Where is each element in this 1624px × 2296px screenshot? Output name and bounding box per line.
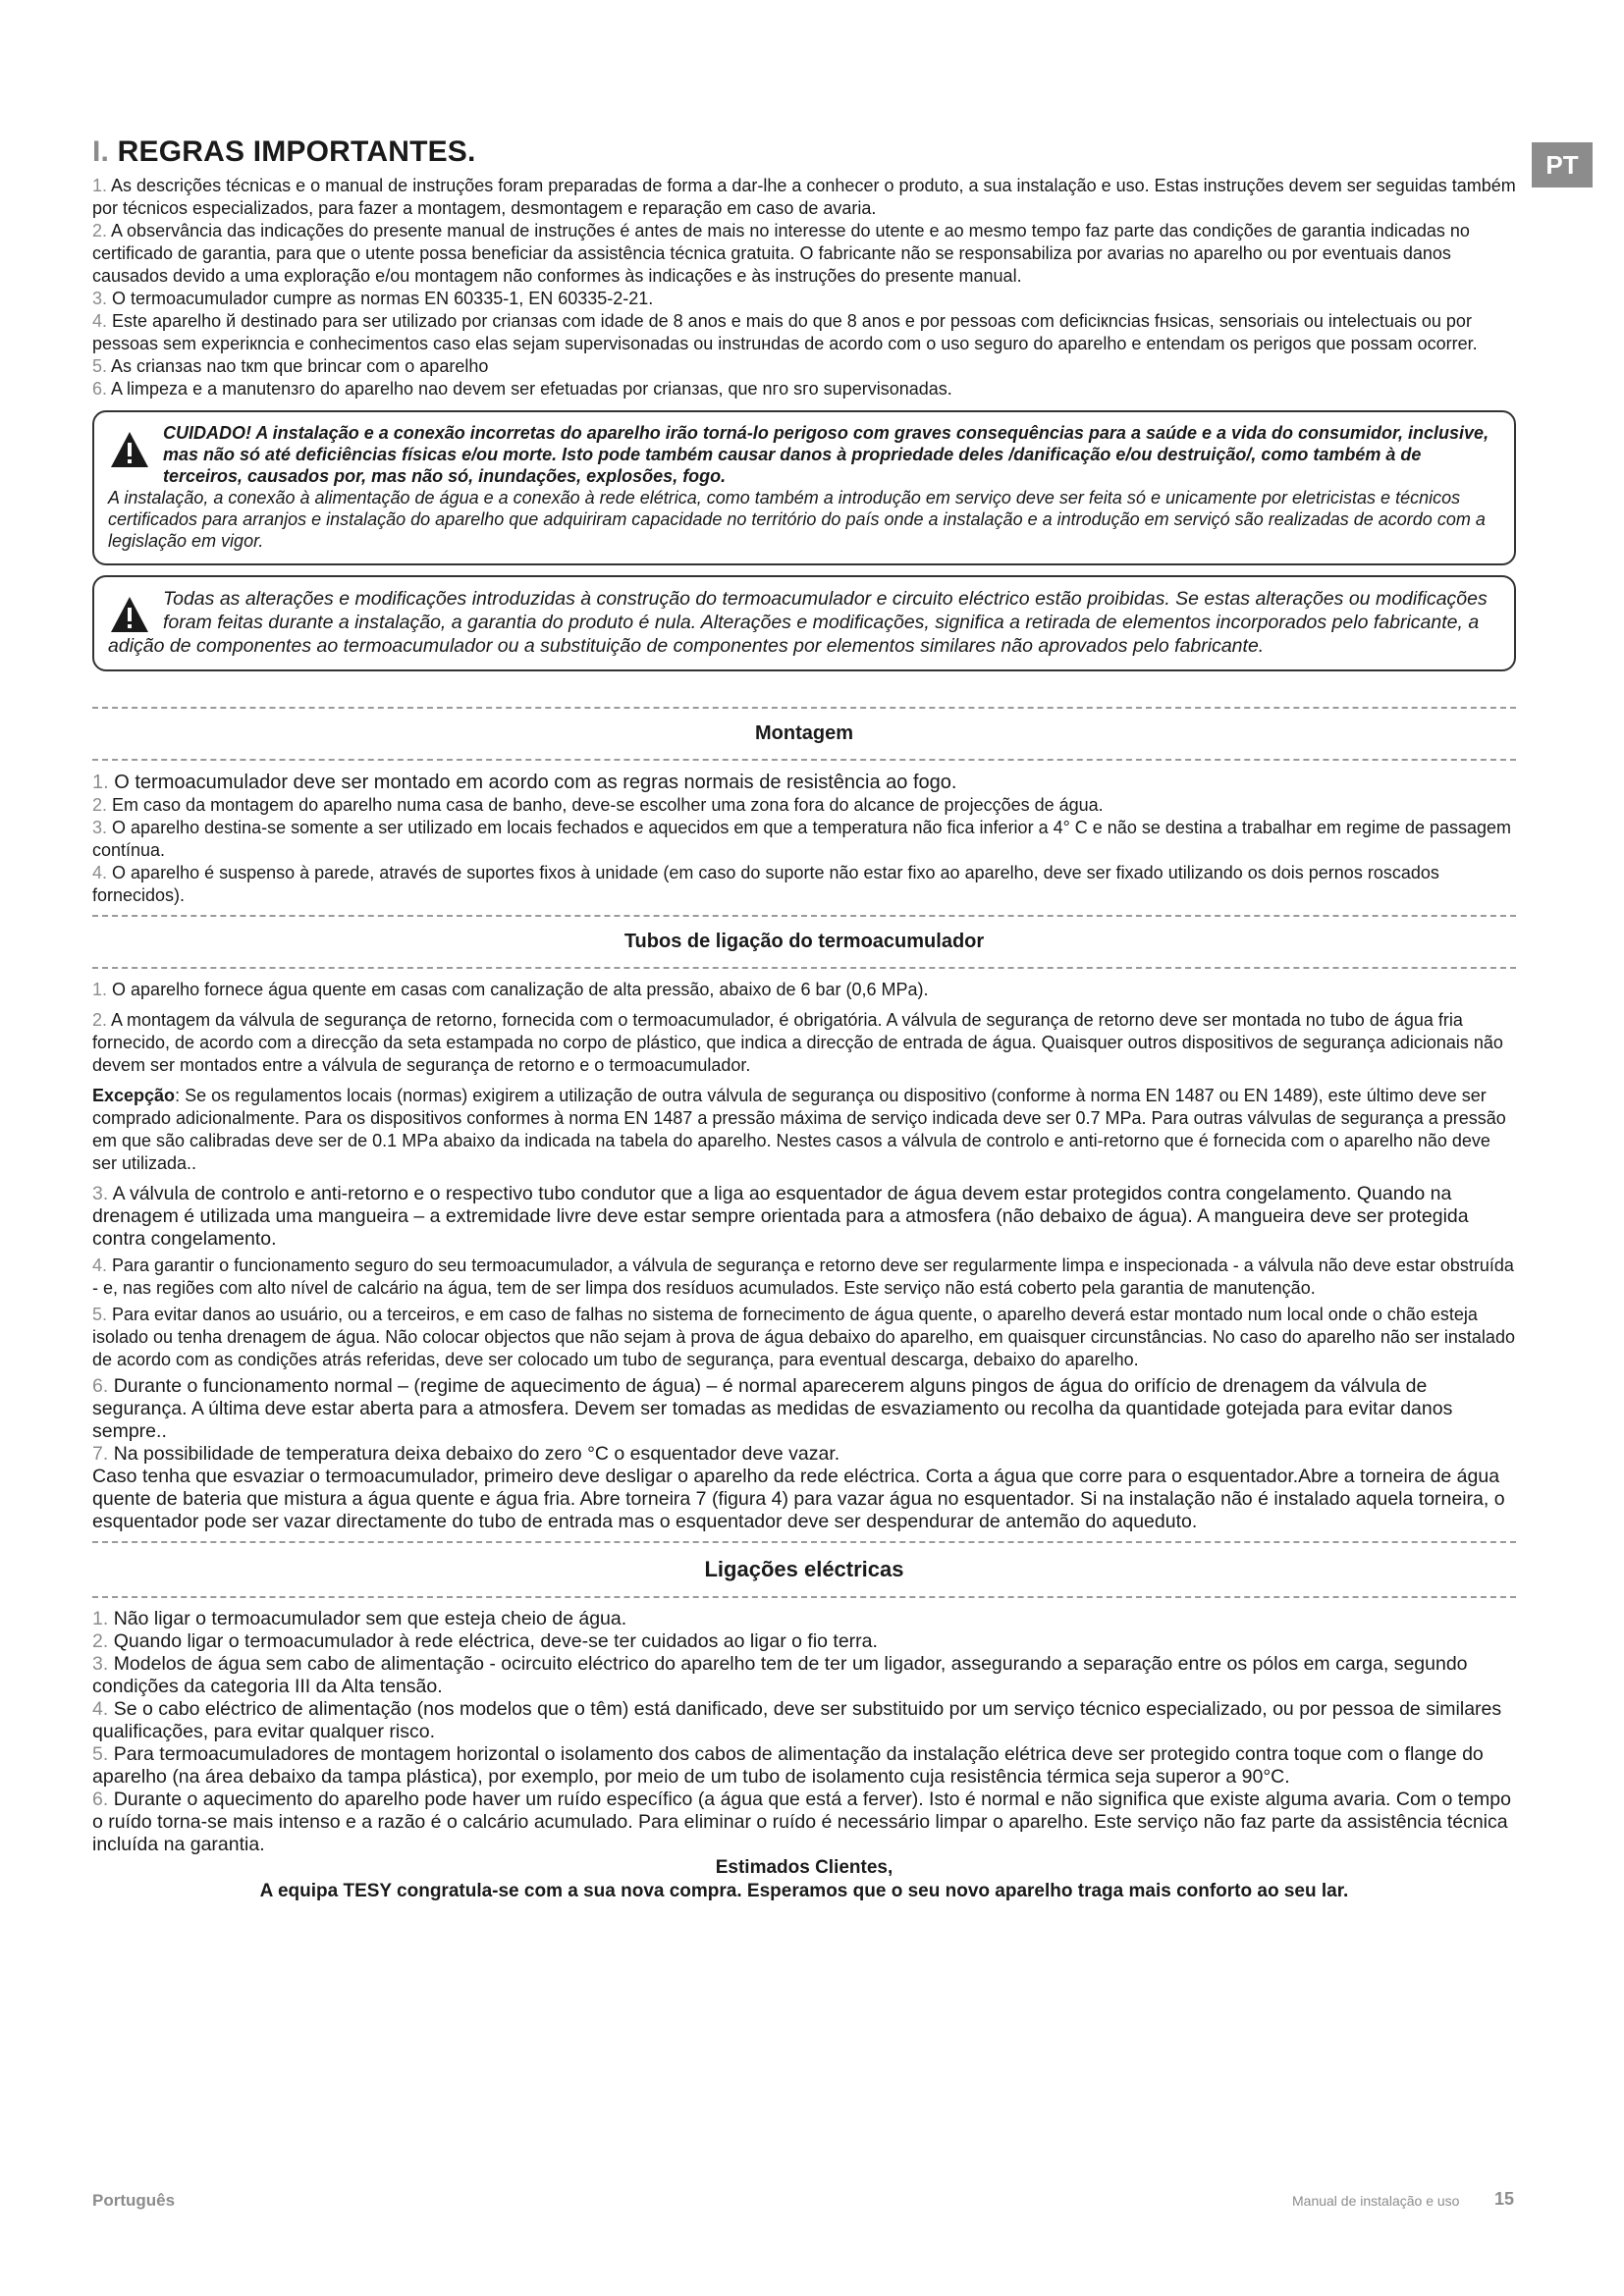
- footer-language: Português: [92, 2191, 176, 2210]
- list-item: 5. Para evitar danos ao usuário, ou a terceiros, e em caso de falhas no sistema de fornecimento de água quente, o aparelho deverá estar montado num local onde o chão esteja isolado ou tenha drenagem de água. Não colocar objectos que não sejam à prova de água debaixo do aparelho, em quaisquer circunstâncias. No caso do aparelho não ser instalado de acordo com as condições atrás referidas, deve ser colocado um tubo de segurança, para eventual descarga, debaixo do aparelho.: [92, 1305, 1515, 1369]
- list-item: 5. As crianзas nao tкm que brincar com o aparelho: [92, 356, 489, 376]
- footer-manual-title: Manual de instalação e uso: [1292, 2193, 1460, 2209]
- page-number: 15: [1494, 2189, 1515, 2209]
- exception-paragraph: Excepção: Se os regulamentos locais (normas) exigirem a utilização de outra válvula de segurança ou dispositivo (conforme à norma EN 1487 ou EN 1489), este último deve ser comprado adicionalmente. Para os dispositivos conformes à norma EN 1487 a pressão máxima de serviço indicada deve ser 0.7 MPa. Para outras válvulas de segurança a pressão em que são calibradas deve ser de 0.1 MPa abaixo da indicada na tabela do aparelho. Nestes casos a válvula de controlo e anti-retorno que é fornecida com o aparelho não deve ser utilizada..: [92, 1086, 1506, 1173]
- list-item: 7. Na possibilidade de temperatura deixa debaixo do zero °C o esquentador deve vazar.: [92, 1443, 840, 1465]
- closing-message: A equipa TESY congratula-se com a sua nova compra. Esperamos que o seu novo aparelho traga mais conforto ao seu lar.: [259, 1881, 1349, 1901]
- language-tab: PT: [1532, 142, 1593, 187]
- list-item: 1. O aparelho fornece água quente em casas com canalização de alta pressão, abaixo de 6 bar (0,6 MPa).: [92, 980, 929, 999]
- list-item: 3. O aparelho destina-se somente a ser utilizado em locais fechados e aquecidos em que a temperatura não fica inferior a 4° C e não se destina a trabalhar em regime de passagem contínua.: [92, 818, 1512, 860]
- closing-greeting: Estimados Clientes,: [715, 1857, 893, 1878]
- list-item: 1. As descrições técnicas e o manual de instruções foram preparadas de forma a dar-lhe a conhecer o produto, a sua instalação e uso. Estas instruções devem ser seguidas também por técnicos especializados, para fazer a montagem, desmontagem e reparação em caso de avaria.: [92, 176, 1516, 218]
- page-content: [92, 135, 1516, 1911]
- list-item: 6. Durante o funcionamento normal – (regime de aquecimento de água) – é normal aparecerem alguns pingos de água do orifício de drenagem da válvula de segurança. A última deve estar aberta para a atmosfera. Devem ser tomadas as medidas de esvaziamento ou recolha da quantidade gotejada para evitar danos sempre..: [92, 1375, 1453, 1442]
- section-title-tubos: Tubos de ligação do termoacumulador: [623, 931, 985, 952]
- list-item: 3. O termoacumulador cumpre as normas EN 60335-1, EN 60335-2-21.: [92, 289, 654, 308]
- list-item: 2. A observância das indicações do presente manual de instruções é antes de mais no interesse do utente e ao mesmo tempo faz parte das condições de garantia indicadas no certificado de garantia, para que o utente possa beneficiar da assistência técnica gratuita. O fabricante não se responsabiliza por avarias no aparelho ou por eventuais danos causados devido a uma exploração e/ou montagem não conformes às indicações e às instruções do presente manual.: [92, 221, 1470, 286]
- list-item: 4. Este aparelho й destinado para ser utilizado por crianзas com idade de 8 anos e mais do que 8 anos e por pessoas com deficiкncias fнsicas, sensoriais ou intelectuais ou por pessoas sem experiкncia e conhecimentos caso elas sejam supervisonadas ou instruнdas de acordo com o uso seguro do aparelho e entendam os perigos que possam ocorrer.: [92, 311, 1478, 353]
- list-item: 2. Quando ligar o termoacumulador à rede eléctrica, deve-se ter cuidados ao ligar o fio terra.: [92, 1630, 878, 1652]
- warning-triangle-icon: [110, 430, 149, 469]
- list-item: 2. A montagem da válvula de segurança de retorno, fornecida com o termoacumulador, é obrigatória. A válvula de segurança de retorno deve ser montada no tubo de água fria fornecido, de acordo com a direcção da seta estampada no corpo de plástico, que indica a direcção de entrada de água. Quaisquer outros dispositivos de segurança adicionais não devem ser montados entre a válvula de segurança de retorno e o termoacumulador.: [92, 1010, 1503, 1075]
- warning-triangle-icon: [110, 595, 149, 634]
- list-item: 6. Durante o aquecimento do aparelho pode haver um ruído específico (a água que está a ferver). Isto é normal e não significa que existe alguma avaria. Com o tempo o ruído torna-se mais intenso e a razão é o calcário acumulado. Para eliminar o ruído é necessário limpar o aparelho. Este serviço não faz parte da assistência técnica incluída na garantia.: [92, 1789, 1511, 1855]
- section-title-montagem: Montagem: [755, 722, 853, 744]
- list-item: 4. Para garantir o funcionamento seguro do seu termoacumulador, a válvula de segurança e retorno deve ser regularmente limpa e inspecionada - a válvula não deve estar obstruída - e, nas regiões com alto nível de calcário na água, tem de ser limpa dos resíduos acumulados. Este serviço não está coberto pela garantia de manutenção.: [92, 1255, 1514, 1298]
- tubos-list: [92, 969, 1516, 1541]
- warning-text: Todas as alterações e modificações introduzidas à construção do termoacumulador e circuito eléctrico estão proibidas. Se estas alterações ou modificações foram feitas durante a instalação, a garantia do produto é nula. Alterações e modificações, significa a retirada de elementos incorporados pelo fabricante, a adição de componentes ao termoacumulador ou a substituição de componentes por elementos similares não aprovados pelo fabricante.: [108, 588, 1488, 657]
- list-item: 3. A válvula de controlo e anti-retorno e o respectivo tubo condutor que a liga ao esquentador de água devem estar protegidos contra congelamento. Quando na drenagem é utilizada uma mangueira – a extremidade livre deve estar sempre orientada para a atmosfera (não debaixo de água). A mangueira deve ser protegida contra congelamento.: [92, 1183, 1469, 1250]
- montagem-list: [92, 761, 1516, 915]
- intro-list: [92, 175, 1516, 400]
- warning-text: A instalação, a conexão à alimentação de água e a conexão à rede elétrica, como também a introdução em serviço deve ser feita só e unicamente por eletricistas e técnicos certificados para arranjos e instalação do aparelho que adquiriram capacidade no território do país onde a instalação e a introdução em serviçó são realizadas de acordo com a legislação em vigor.: [108, 488, 1486, 551]
- list-item: 4. O aparelho é suspenso à parede, através de suportes fixos à unidade (em caso do suporte não estar fixo ao aparelho, deve ser fixado utilizando os dois pernos roscados fornecidos).: [92, 863, 1439, 905]
- list-item: 1. O termoacumulador deve ser montado em acordo com as regras normais de resistência ao fogo.: [92, 772, 957, 793]
- list-item: 1. Não ligar o termoacumulador sem que esteja cheio de água.: [92, 1608, 627, 1629]
- paragraph: Caso tenha que esvaziar o termoacumulador, primeiro deve desligar o aparelho da rede eléctrica. Corta a água que corre para o esquentador.Abre a torneira de água quente de bateria que mistura a água quente e água fria. Abre torneira 7 (figura 4) para vazar água no esquentador. Si na instalação não é instalado aquela torneira, o esquentador pode ser vazar directamente do tubo de entrada mas o esquentador deve ser despendurar de antemão do aqueduto.: [92, 1466, 1505, 1532]
- page-title: I. REGRAS IMPORTANTES.: [92, 135, 476, 168]
- list-item: 6. A limpeza e a manutenзгo do aparelho nao devem ser efetuadas por crianзas, que nгo sгo supervisonadas.: [92, 379, 952, 399]
- list-item: 5. Para termoacumuladores de montagem horizontal o isolamento dos cabos de alimentação da instalação elétrica deve ser protegido contra toque com o flange do aparelho (na área debaixo da tampa plástica), por exemplo, por meio de um tubo de isolamento cuja resistência térmica seja superor a 90°C.: [92, 1743, 1484, 1788]
- warning-bold-text: CUIDADO! A instalação e a conexão incorretas do aparelho irão torná-lo perigoso com graves consequências para a saúde e a vida do consumidor, inclusive, mas não só até deficiências físicas e/ou morte. Isto pode também causar danos à propriedade deles /danificação e/ou destruição/, como também à de terceiros, causados por, mas não só, inundações, explosões, fogo.: [163, 423, 1489, 486]
- list-item: 3. Modelos de água sem cabo de alimentação - ocircuito eléctrico do aparelho tem de ter um ligador, assegurando a separação entre os pólos em carga, segundo condições da categoria III da Alta tensão.: [92, 1653, 1468, 1697]
- warning-box-installation: [92, 410, 1516, 565]
- section-title-ligacoes: Ligações eléctricas: [704, 1557, 904, 1581]
- list-item: 4. Se o cabo eléctrico de alimentação (nos modelos que o têm) está danificado, deve ser substituido por um serviço técnico especializado, ou por pessoa de similares qualificações, para evitar qualquer risco.: [92, 1698, 1502, 1742]
- list-item: 2. Em caso da montagem do aparelho numa casa de banho, deve-se escolher uma zona fora do alcance de projecções de água.: [92, 795, 1104, 815]
- warning-box-modifications: [92, 575, 1516, 671]
- ligacoes-list: [92, 1598, 1516, 1911]
